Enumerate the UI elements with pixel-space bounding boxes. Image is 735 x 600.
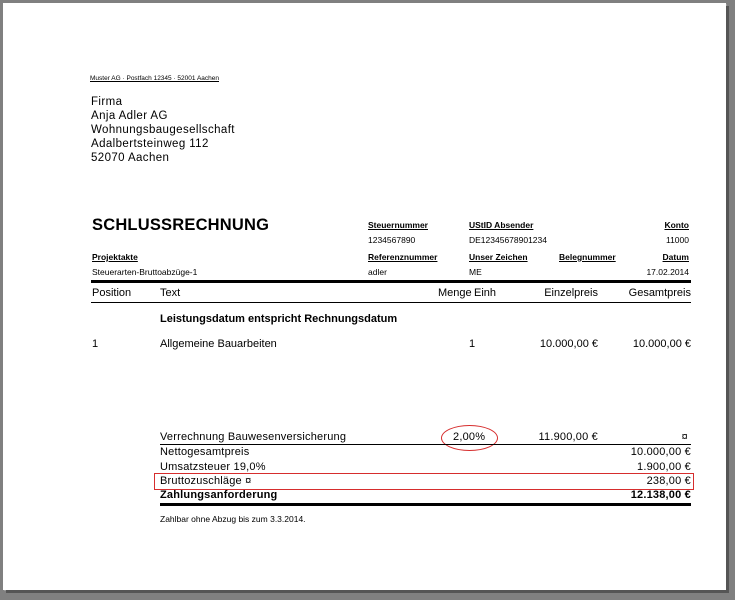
row-menge: 1 xyxy=(469,338,476,350)
col-einzelpreis: Einzelpreis xyxy=(544,287,598,299)
verrechnung-basis: 11.900,00 € xyxy=(538,431,598,443)
header-rule-top xyxy=(91,280,691,283)
steuernummer-value: 1234567890 xyxy=(368,235,416,245)
konto-value: 11000 xyxy=(665,235,689,245)
row-position: 1 xyxy=(92,338,99,350)
row-text: Allgemeine Bauarbeiten xyxy=(160,338,277,350)
verrechnung-rate: 2,00% xyxy=(453,431,486,443)
total-brutto-value: 238,00 € xyxy=(646,475,691,487)
datum-value: 17.02.2014 xyxy=(646,267,689,277)
col-menge: Menge xyxy=(438,287,472,299)
totals-rule-bottom xyxy=(160,503,691,506)
totals-rule-top xyxy=(160,444,691,445)
address-line-5: 52070 Aachen xyxy=(91,152,170,164)
row-einzelpreis: 10.000,00 € xyxy=(539,338,598,350)
row-gesamtpreis: 10.000,00 € xyxy=(632,338,691,350)
steuernummer-label: Steuernummer xyxy=(368,220,428,230)
address-line-3: Wohnungsbaugesellschaft xyxy=(91,124,235,136)
beleg-label: Belegnummer xyxy=(559,252,616,262)
col-einh: Einh xyxy=(474,287,497,299)
konto-label: Konto xyxy=(664,220,689,230)
header-rule-bottom xyxy=(91,302,691,303)
ustid-value: DE12345678901234 xyxy=(469,235,547,245)
address-line-4: Adalbertsteinweg 112 xyxy=(91,138,209,150)
col-text: Text xyxy=(160,287,181,299)
invoice-page xyxy=(3,3,726,590)
footer-note: Zahlbar ohne Abzug bis zum 3.3.2014. xyxy=(160,514,306,524)
referenz-label: Referenznummer xyxy=(368,252,438,262)
total-netto-value: 10.000,00 € xyxy=(630,446,691,458)
rate-highlight-ellipse xyxy=(441,425,498,451)
total-zahlung-value: 12.138,00 € xyxy=(630,489,691,501)
total-brutto-label: Bruttozuschläge ¤ xyxy=(160,475,252,487)
brutto-highlight-box xyxy=(154,473,694,490)
verrechnung-label: Verrechnung Bauwesenversicherung xyxy=(160,431,347,443)
ustid-label: UStID Absender xyxy=(469,220,534,230)
col-position: Position xyxy=(92,287,132,299)
zeichen-value: ME xyxy=(469,267,482,277)
referenz-value: adler xyxy=(368,267,387,277)
sender-line: Muster AG · Postfach 12345 · 52001 Aachen xyxy=(90,75,219,82)
col-gesamtpreis: Gesamtpreis xyxy=(628,287,691,299)
address-line-2: Anja Adler AG xyxy=(91,110,168,122)
zeichen-label: Unser Zeichen xyxy=(469,252,528,262)
document-title: SCHLUSSRECHNUNG xyxy=(92,216,270,234)
projektakte-value: Steuerarten-Bruttoabzüge-1 xyxy=(92,267,198,277)
total-ust-value: 1.900,00 € xyxy=(637,461,691,473)
datum-label: Datum xyxy=(662,252,689,262)
verrechnung-symbol: ¤ xyxy=(681,431,688,443)
total-netto-label: Nettogesamtpreis xyxy=(160,446,250,458)
section-title: Leistungsdatum entspricht Rechnungsdatum xyxy=(160,313,398,325)
projektakte-label: Projektakte xyxy=(92,252,138,262)
total-ust-label: Umsatzsteuer 19,0% xyxy=(160,461,266,473)
total-zahlung-label: Zahlungsanforderung xyxy=(160,489,278,501)
address-line-1: Firma xyxy=(91,96,123,108)
